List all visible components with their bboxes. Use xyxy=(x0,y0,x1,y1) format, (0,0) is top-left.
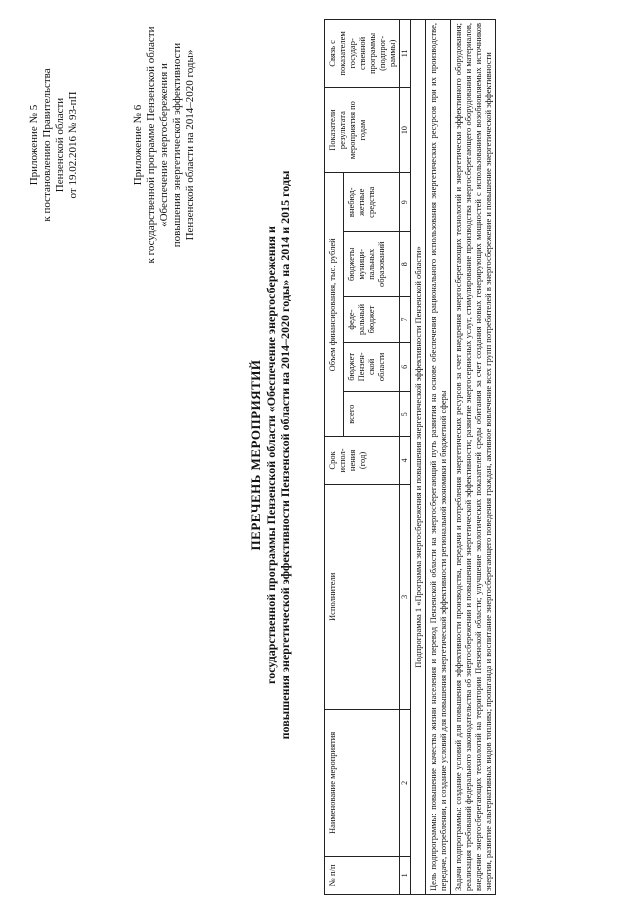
header-name: Наименование мероприятия xyxy=(325,710,400,857)
appendix-5-line-2: к постановлению Правительства xyxy=(41,68,53,222)
appendix-6-line-3: «Обеспечение энергосбережения и xyxy=(158,63,170,227)
appendix-6-line-4: повышения энергетической эффективности xyxy=(171,42,183,248)
appendix-6-line-1: Приложение № 6 xyxy=(132,104,144,186)
column-number: 3 xyxy=(400,484,411,710)
header-num: № п/п xyxy=(325,856,400,894)
measures-table xyxy=(324,19,496,895)
column-number: 4 xyxy=(400,437,411,484)
column-number: 11 xyxy=(400,20,411,88)
header-extra: внебюд-жетные средства xyxy=(343,173,399,232)
document-title xyxy=(248,65,292,845)
appendix-6-header xyxy=(132,5,197,285)
title-line-1: ПЕРЕЧЕНЬ МЕРОПРИЯТИЙ xyxy=(248,359,263,551)
header-municipal: бюджеты муници-пальных образований xyxy=(343,232,399,297)
subprogram-row xyxy=(411,20,426,895)
column-number: 5 xyxy=(400,392,411,437)
appendix-5-line-1: Приложение № 5 xyxy=(28,104,40,186)
subprogram-goal: Цель подпрограммы: повышение качества жизни населения и перевод Пензенской области на энергосберегающий путь развития на основе обеспечения рационального использования энергетических ресурсов при их производстве, передаче, потреблении, и создание условий для повышения энергетической эффективности региональной экономики и бюджетной сферы xyxy=(426,20,451,895)
tasks-row xyxy=(451,20,496,895)
header-term: Срок испол-нения (год) xyxy=(325,437,400,484)
column-number: 8 xyxy=(400,232,411,297)
column-number: 1 xyxy=(400,856,411,894)
title-line-2: государственной программы Пензенской области «Обеспечение энергосбережения и xyxy=(264,226,278,684)
column-number: 9 xyxy=(400,173,411,232)
column-number: 6 xyxy=(400,342,411,392)
table-header-row xyxy=(325,20,344,895)
subprogram-tasks: Задачи подпрограммы: создание условий для повышения эффективности производства, передачи и потребления энергетических ресурсов за счет внедрения энергосберегающих технологий и энергетически эффективного оборудования; реализация требований федерального законодательства об энергосбережении и повышении энергетической эффективности; развитие энергосервисных услуг, стимулирование производства энергосберегающего оборудования и материалов, внедрение энергосберегающих технологий на территории Пензенской области; улучшение экологических показателей среды обитания за счет создания новых генерирующих мощностей с использованием возобновляемых источников энергии, развитие альтернативных видов топлива; пропаганда и воспитание энергосберегающего поведения граждан, активное вовлечение всех групп потребителей в энергосбережение и повышение энергетической эффективности xyxy=(451,20,496,895)
header-federal: феде-ральный бюджет xyxy=(343,297,399,342)
header-total: всего xyxy=(343,392,399,437)
header-regional: бюджет Пензен-ской области xyxy=(343,342,399,392)
header-executors: Исполнители xyxy=(325,484,400,710)
header-link: Связь с показателем государ-ственной программы (подпрог-раммы) xyxy=(325,20,400,88)
column-number: 7 xyxy=(400,297,411,342)
appendix-5-line-4: от 19.02.2016 № 93-пП xyxy=(67,91,79,199)
appendix-6-line-2: к государственной программе Пензенской области xyxy=(145,26,157,264)
goal-row xyxy=(426,20,451,895)
column-number-row xyxy=(400,20,411,895)
title-line-3: повышения энергетической эффективности Пензенской области на 2014–2020 годы» на 2014 и 2015 годы xyxy=(278,170,292,740)
column-number: 10 xyxy=(400,87,411,173)
header-indicators: Показатели результата мероприятия по годам xyxy=(325,87,400,173)
column-number: 2 xyxy=(400,710,411,857)
appendix-5-line-3: Пензенской области xyxy=(54,97,66,193)
appendix-5-header xyxy=(28,35,80,255)
subprogram-title: Подпрограмма 1 «Программа энергосбережения и повышения энергетической эффективности Пензенской области» xyxy=(411,20,426,895)
header-financing: Объем финансирования, тыс. рублей xyxy=(325,173,344,437)
appendix-6-line-5: Пензенской области на 2014–2020 годы» xyxy=(184,49,196,241)
